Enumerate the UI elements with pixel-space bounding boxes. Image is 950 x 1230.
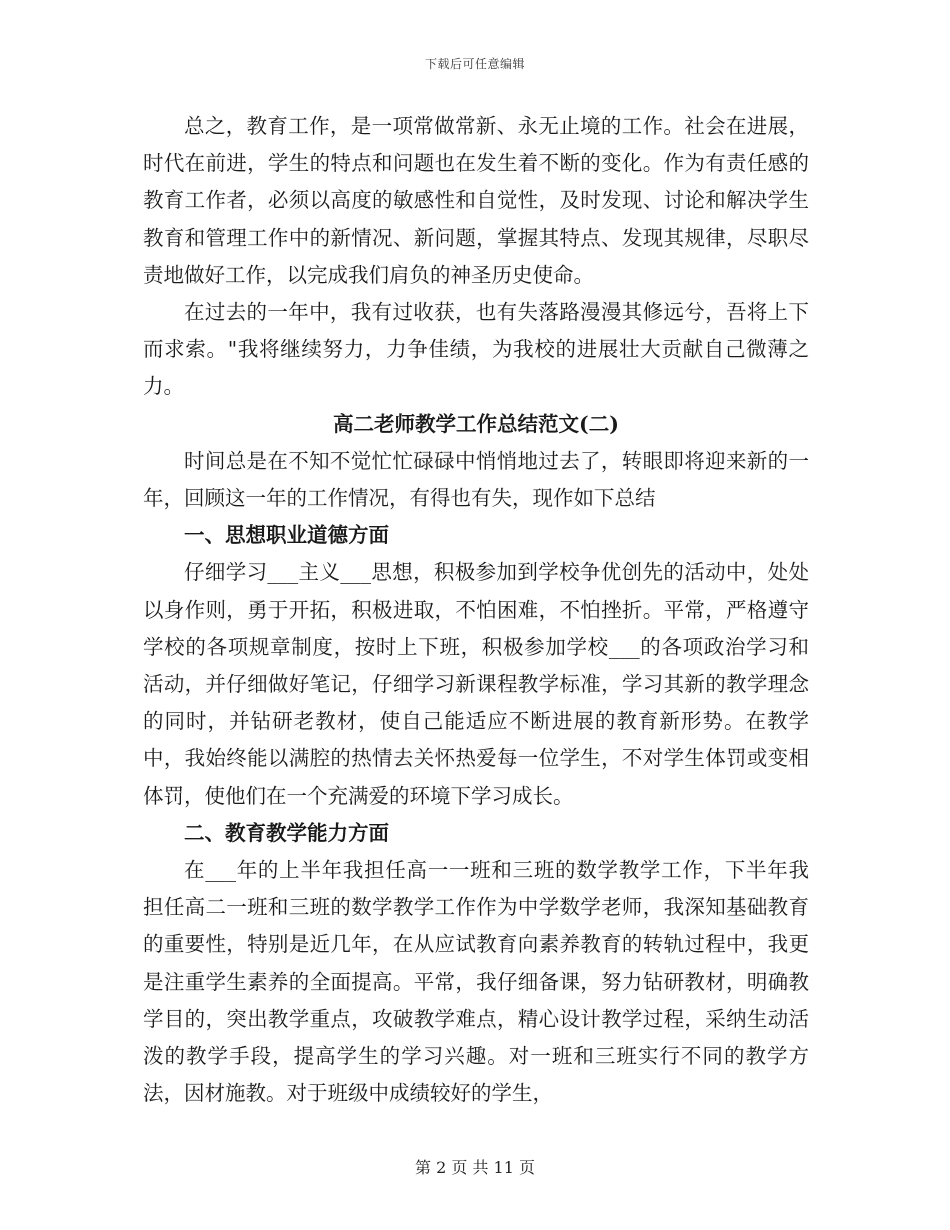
page-number: 第 2 页 共 11 页 bbox=[415, 1158, 535, 1177]
paragraph-intro: 时间总是在不知不觉忙忙碌碌中悄悄地过去了，转眼即将迎来新的一年，回顾这一年的工作情况，有得也有失，现作如下总结 bbox=[143, 448, 809, 511]
header-note: 下载后可任意编辑 bbox=[424, 57, 525, 71]
paragraph-ethics: 仔细学习___主义___思想，积极参加到学校争优创先的活动中，处处以身作则，勇于开拓，积极进取，不怕困难，不怕挫折。平常，严格遵守学校的各项规章制度，按时上下班，积极参加学校___的各项政治学习和活动，并仔细做好笔记，仔细学习新课程教学标准，学习其新的教学理念的同时，并钻研老教材，使自己能适应不断进展的教育新形势。在教学中，我始终能以满腔的热情去关怀热爱每一位学生，不对学生体罚或变相体罚，使他们在一个充满爱的环境下学习成长。 bbox=[143, 560, 809, 808]
document-body bbox=[143, 108, 809, 1112]
paragraph-teaching-ability: 在___年的上半年我担任高一一班和三班的数学教学工作，下半年我担任高二一班和三班的数学教学工作作为中学数学老师，我深知基础教育的重要性，特别是近几年，在从应试教育向素养教育的转轨过程中，我更是注重学生素养的全面提高。平常，我仔细备课，努力钻研教材，明确教学目的，突出教学重点，攻破教学难点，精心设计教学过程，采纳生动活泼的教学手段，提高学生的学习兴趣。对一班和三班实行不同的教学方法，因材施教。对于班级中成绩较好的学生， bbox=[143, 858, 809, 1106]
heading-ethics: 一、思想职业道德方面 bbox=[184, 523, 389, 548]
paragraph-conclusion: 总之，教育工作，是一项常做常新、永无止境的工作。社会在进展，时代在前进，学生的特点和问题也在发生着不断的变化。作为有责任感的教育工作者，必须以高度的敏感性和自觉性，及时发现、讨论和解决学生教育和管理工作中的新情况、新问题，掌握其特点、发现其规律，尽职尽责地做好工作，以完成我们肩负的神圣历史使命。 bbox=[143, 114, 809, 287]
paragraph-past-year: 在过去的一年中，我有过收获，也有失落路漫漫其修远兮，吾将上下而求索。"我将继续努力，力争佳绩，为我校的进展壮大贡献自己微薄之力。 bbox=[143, 300, 809, 399]
section-title: 高二老师教学工作总结范文(二) bbox=[333, 411, 619, 436]
heading-teaching-ability: 二、教育教学能力方面 bbox=[184, 820, 389, 845]
